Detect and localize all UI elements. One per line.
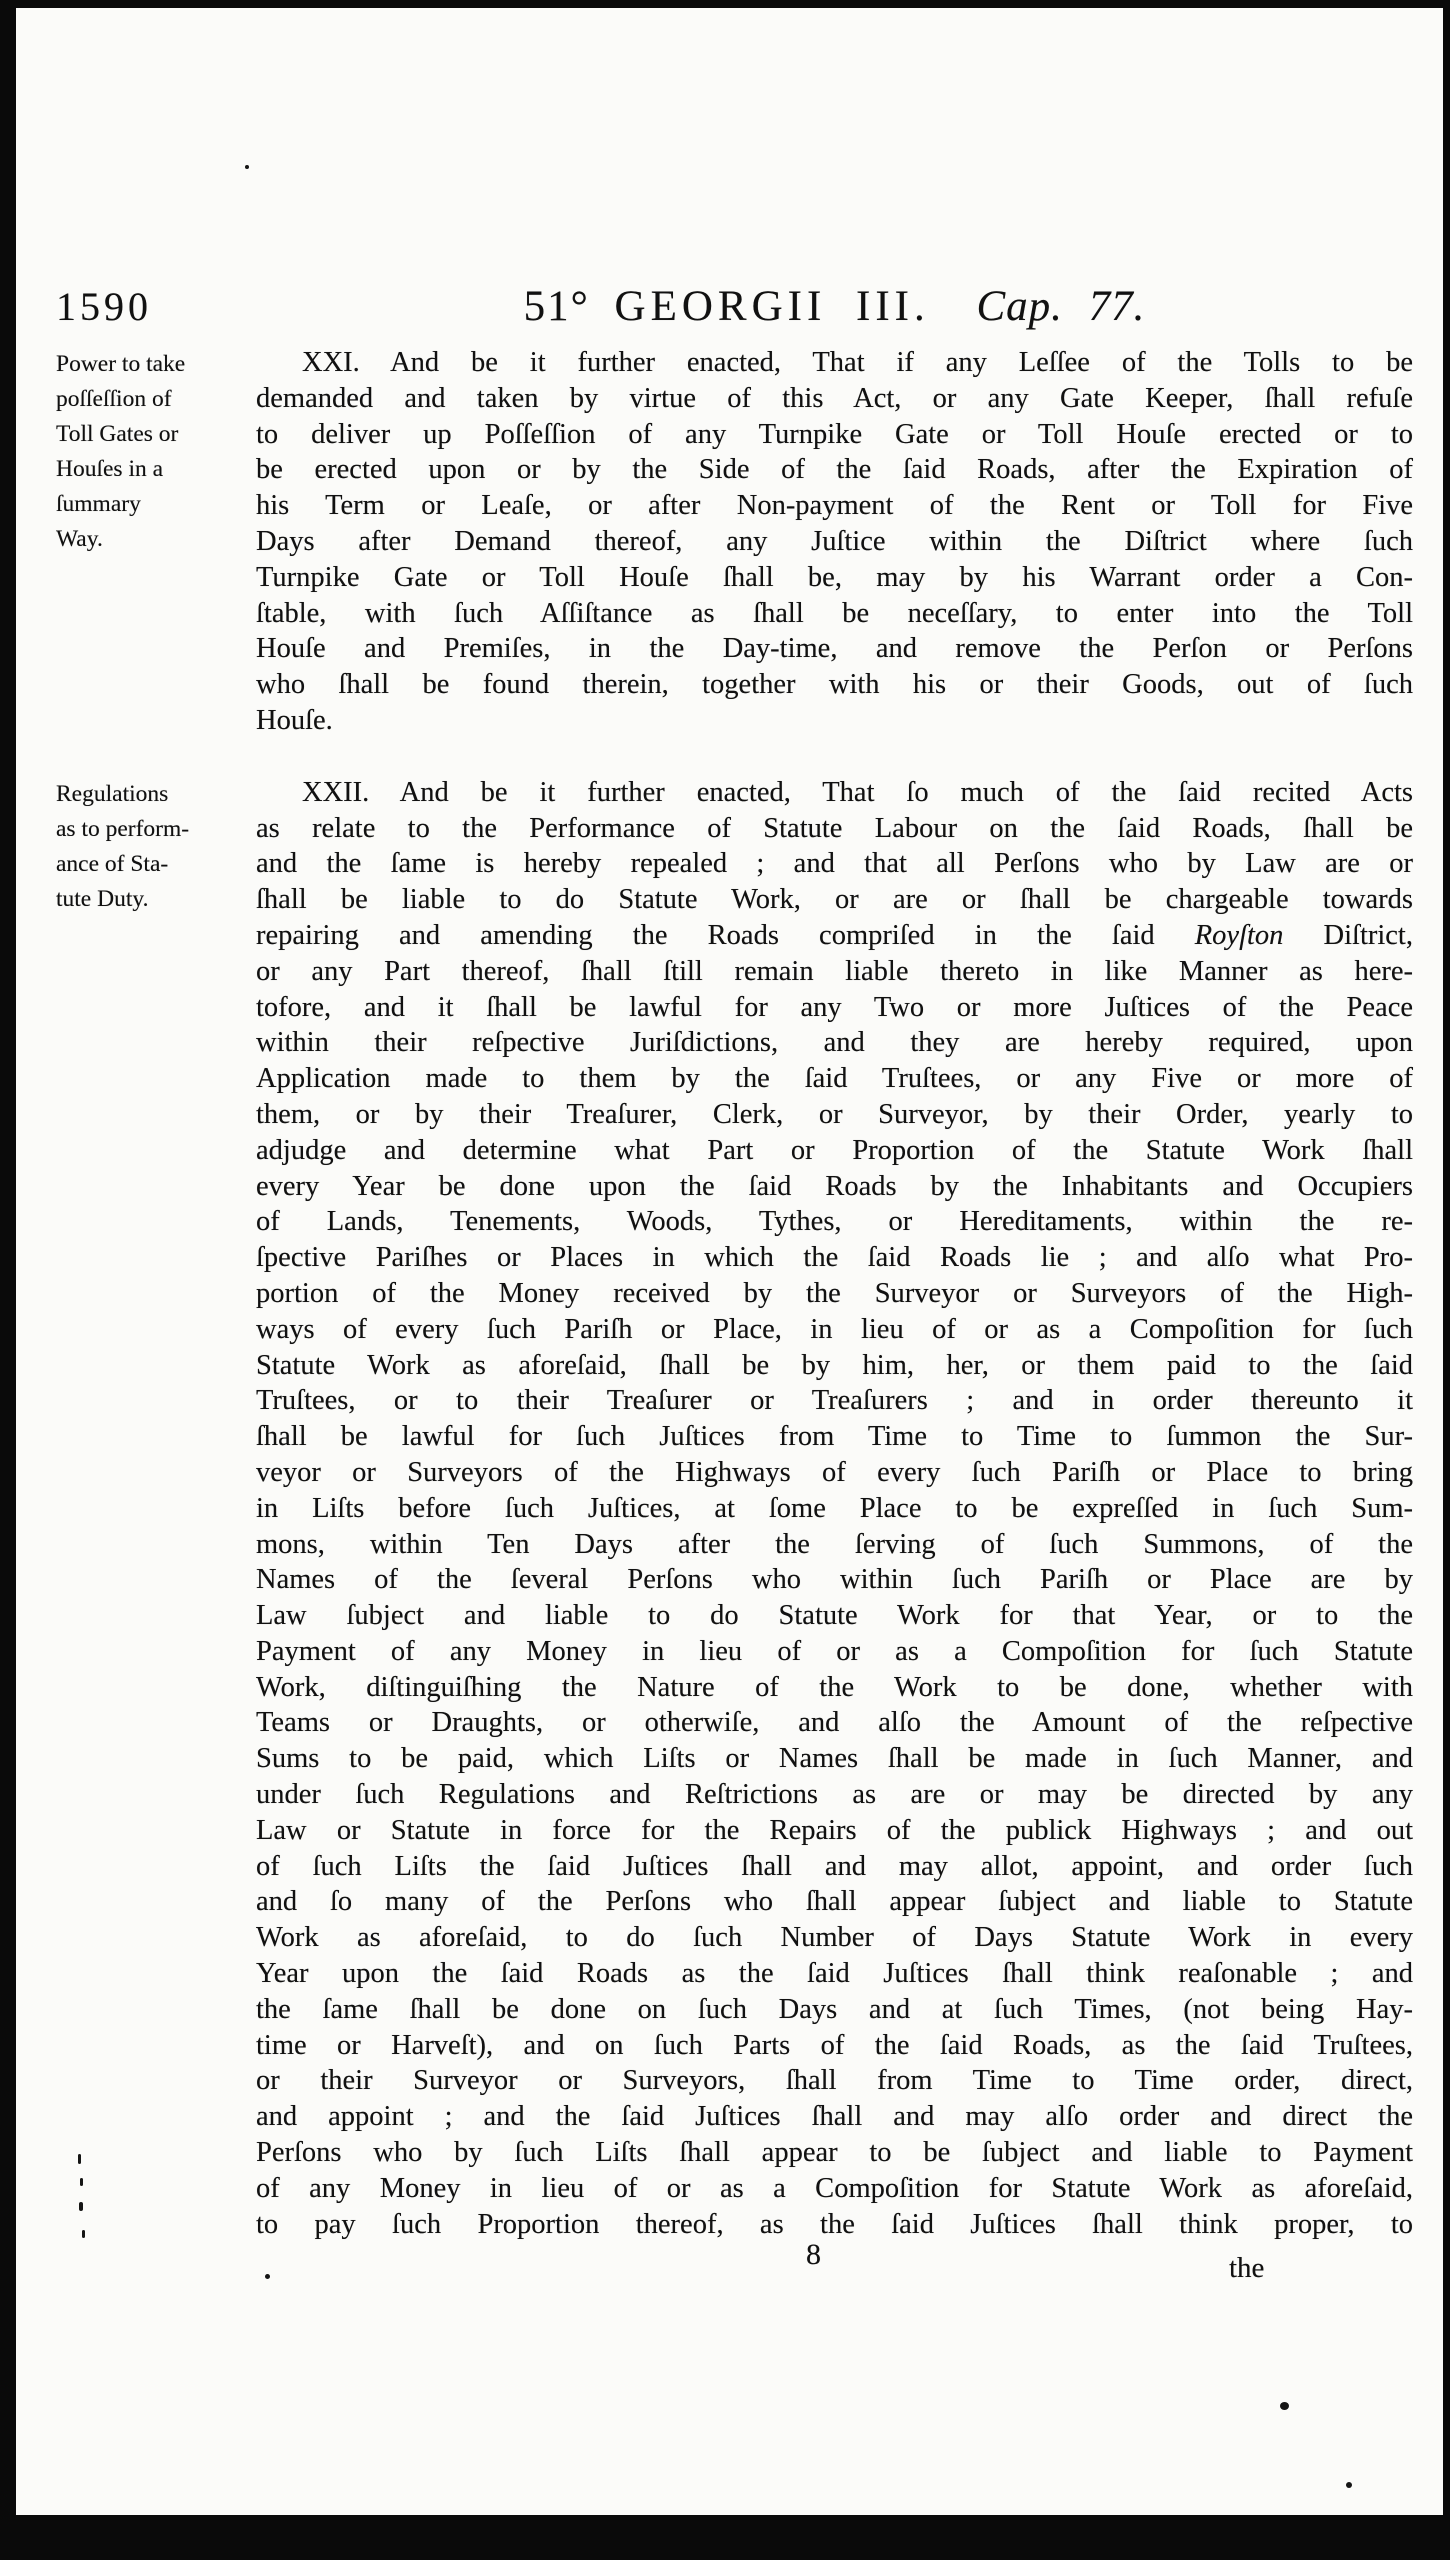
regnal-number: 51° (523, 283, 590, 330)
ink-speck (78, 2154, 81, 2164)
body-line: of any Money in lieu of or as a Compoſition for Statute Work as aforeſaid, (256, 2172, 1413, 2204)
body-line: be erected upon or by the Side of the ſaid Roads, after the Expiration of (256, 454, 1413, 486)
body-line: Sums to be paid, which Liſts or Names ſhall be made in ſuch Manner, and (256, 1743, 1413, 1775)
margin-note-line: Way. (56, 526, 103, 552)
body-line: and the ſame is hereby repealed ; and that all Perſons who by Law are or (256, 848, 1413, 880)
margin-note-line: poſſeſſion of (56, 386, 172, 412)
body-line: Law ſubject and liable to do Statute Work for that Year, or to the (256, 1600, 1413, 1632)
body-line: ways of every ſuch Pariſh or Place, in lieu of or as a Compoſition for ſuch (256, 1313, 1413, 1345)
document-title (256, 282, 1413, 331)
body-line: who ſhall be found therein, together with his or their Goods, out of ſuch (256, 669, 1413, 701)
ink-speck (79, 2202, 83, 2211)
ink-speck (1346, 2482, 1352, 2488)
body-line: veyor or Surveyors of the Highways of every ſuch Pariſh or Place to bring (256, 1456, 1413, 1488)
body-line: Application made to them by the ſaid Truſtees, or any Five or more of (256, 1063, 1413, 1095)
body-line: tofore, and it ſhall be lawful for any Two or more Juſtices of the Peace (256, 991, 1413, 1023)
body-line: ſhall be liable to do Statute Work, or are or ſhall be chargeable towards (256, 884, 1413, 916)
body-line: adjudge and determine what Part or Proportion of the Statute Work ſhall (256, 1134, 1413, 1166)
body-line: or any Part thereof, ſhall ſtill remain liable thereto in like Manner as here- (256, 955, 1413, 987)
catchword: the (1229, 2252, 1265, 2284)
body-line: to pay ſuch Proportion thereof, as the ſaid Juſtices ſhall think proper, to (256, 2208, 1413, 2240)
paragraph-body (256, 775, 1413, 2243)
body-line: as relate to the Performance of Statute Labour on the ſaid Roads, ſhall be (256, 812, 1413, 844)
paragraph-body (256, 345, 1413, 739)
ink-speck (82, 2230, 85, 2238)
page-body (56, 345, 1413, 2242)
body-line: and ſo many of the Perſons who ſhall appear ſubject and liable to Statute (256, 1886, 1413, 1918)
body-line: within their reſpective Juriſdictions, and they are hereby required, upon (256, 1027, 1413, 1059)
body-line: XXII. And be it further enacted, That ſo much of the ſaid recited Acts (302, 776, 1413, 808)
body-line: ſtable, with ſuch Aſſiſtance as ſhall be neceſſary, to enter into the Toll (256, 597, 1413, 629)
margin-note-line: ance of Sta- (56, 850, 169, 877)
ink-speck (80, 2178, 83, 2186)
body-line: ſhall be lawful for ſuch Juſtices from Time to Time to ſummon the Sur- (256, 1421, 1413, 1453)
margin-note-line: Houſes in a (56, 456, 164, 482)
body-line: Houſe. (256, 704, 333, 736)
body-line: Law or Statute in force for the Repairs of the publick Highways ; and out (256, 1814, 1413, 1846)
margin-note-line: as to perform- (56, 815, 190, 842)
body-line: or their Surveyor or Surveyors, ſhall from Time to Time order, direct, (256, 2065, 1413, 2097)
margin-note-line: ſummary (56, 491, 141, 517)
section-xxi (56, 345, 1413, 739)
page-number: 1590 (56, 284, 152, 329)
body-line: every Year be done upon the ſaid Roads by the Inhabitants and Occupiers (256, 1170, 1413, 1202)
body-line: of ſuch Liſts the ſaid Juſtices ſhall and may allot, appoint, and order ſuch (256, 1850, 1413, 1882)
body-line: Truſtees, or to their Treaſurer or Treaſurers ; and in order thereunto it (256, 1385, 1413, 1417)
section-xxii (56, 775, 1413, 2243)
body-line: the ſame ſhall be done on ſuch Days and at ſuch Times, (not being Hay- (256, 1993, 1413, 2025)
body-line: and appoint ; and the ſaid Juſtices ſhall and may alſo order and direct the (256, 2101, 1413, 2133)
margin-note-line: Toll Gates or (56, 421, 179, 447)
body-line: demanded and taken by virtue of this Act, or any Gate Keeper, ſhall refuſe (256, 382, 1413, 414)
ink-speck (265, 2274, 270, 2279)
body-line: XXI. And be it further enacted, That if any Leſſee of the Tolls to be (302, 347, 1413, 378)
body-line: mons, within Ten Days after the ſerving of ſuch Summons, of the (256, 1528, 1413, 1560)
body-line: repairing and amending the Roads compriſed in the ſaid Royſton Diſtrict, (256, 919, 1413, 951)
signature-mark: 8 (806, 2238, 821, 2271)
page-header (56, 282, 1413, 331)
body-line: Days after Demand thereof, any Juſtice within the Diſtrict where ſuch (256, 525, 1413, 557)
body-line: portion of the Money received by the Surveyor or Surveyors of the High- (256, 1277, 1413, 1309)
body-line: Teams or Draughts, or otherwiſe, and alſo the Amount of the reſpective (256, 1707, 1413, 1739)
body-line: Turnpike Gate or Toll Houſe ſhall be, may by his Warrant order a Con- (256, 561, 1413, 593)
body-line: Work, diſtinguiſhing the Nature of the Work to be done, whether with (256, 1671, 1413, 1703)
ink-speck (1280, 2402, 1289, 2410)
paper-surface (16, 8, 1443, 2515)
body-line: under ſuch Regulations and Reſtrictions as are or may be directed by any (256, 1779, 1413, 1811)
body-line: to deliver up Poſſeſſion of any Turnpike Gate or Toll Houſe erected or to (256, 418, 1413, 450)
body-line: Names of the ſeveral Perſons who within ſuch Pariſh or Place are by (256, 1564, 1413, 1596)
body-line: them, or by their Treaſurer, Clerk, or Surveyor, by their Order, yearly to (256, 1098, 1413, 1130)
body-line: ſpective Pariſhes or Places in which the ſaid Roads lie ; and alſo what Pro- (256, 1242, 1413, 1274)
body-line: Year upon the ſaid Roads as the ſaid Juſtices ſhall think reaſonable ; and (256, 1958, 1413, 1990)
body-line: Perſons who by ſuch Liſts ſhall appear to be ſubject and liable to Payment (256, 2137, 1413, 2169)
chapter-label: Cap. 77. (976, 283, 1146, 330)
margin-note-line: Regulations (56, 780, 169, 807)
monarch-name: GEORGII III. (614, 283, 930, 330)
margin-note-line: Power to take (56, 351, 186, 377)
body-line: Statute Work as aforeſaid, ſhall be by him, her, or them paid to the ſaid (256, 1349, 1413, 1381)
body-line: Payment of any Money in lieu of or as a Compoſition for ſuch Statute (256, 1635, 1413, 1667)
body-line: Work as aforeſaid, to do ſuch Number of Days Statute Work in every (256, 1922, 1413, 1954)
body-line: of Lands, Tenements, Woods, Tythes, or Hereditaments, within the re- (256, 1206, 1413, 1238)
body-line: in Liſts before ſuch Juſtices, at ſome Place to be expreſſed in ſuch Sum- (256, 1492, 1413, 1524)
margin-note (56, 775, 256, 2243)
body-line: Houſe and Premiſes, in the Day-time, and remove the Perſon or Perſons (256, 633, 1413, 665)
margin-note (56, 345, 256, 739)
margin-note-line: tute Duty. (56, 885, 149, 912)
body-line: time or Harveſt), and on ſuch Parts of the ſaid Roads, as the ſaid Truſtees, (256, 2029, 1413, 2061)
ink-speck (245, 165, 249, 169)
body-line: his Term or Leaſe, or after Non-payment of the Rent or Toll for Five (256, 490, 1413, 522)
